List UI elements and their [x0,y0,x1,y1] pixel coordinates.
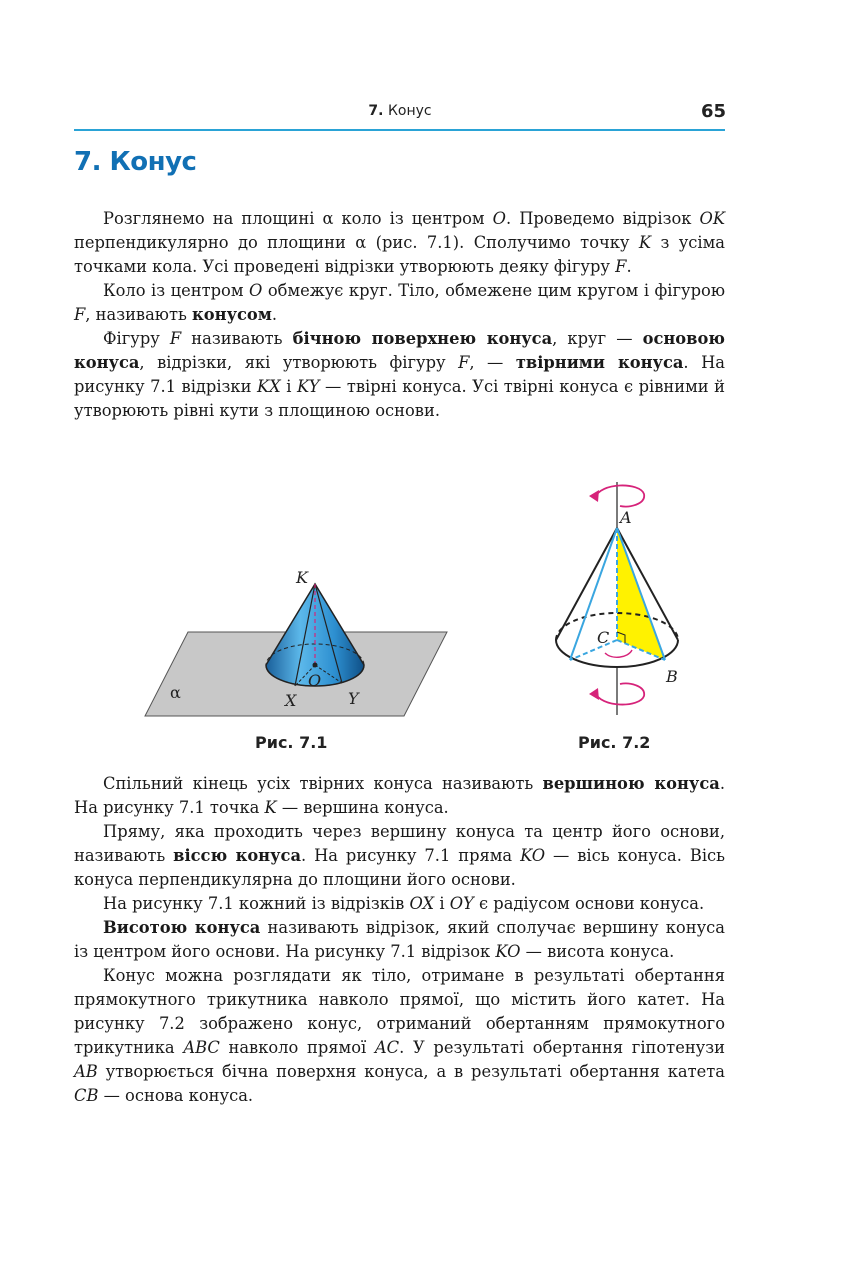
figure-7-1 [0,460,850,730]
page-number: 65 [700,101,726,122]
point-o [313,663,318,668]
body-text [74,772,725,1108]
rotation-arrow-top [595,485,644,506]
paragraph-3: Фігуру F називають бічною поверхнею конуса, круг — основою конуса, відрізки, які утворюють фігуру F, — твірними конуса. На рисунку 7.1 відрізки KX і KY — твірні конуса. Усі твірні конуса є рівними й утворюють рівні кути з площиною основи. [74,329,725,420]
label-o: O [308,671,322,690]
label-alpha: α [170,683,181,702]
rotation-arrow-bottom [595,684,644,705]
label-x: X [285,691,297,710]
paragraph-6: На рисунку 7.1 кожний із відрізків OX і OY є радіусом основи конуса. [103,894,705,913]
header-section-number: 7. [368,103,384,119]
paragraph-7: Висотою конуса називають відрізок, який сполучає вершину конуса із центром його основи. На рисунку 7.1 відрізок KO — висота конуса. [74,918,725,961]
label-b: B [666,667,678,686]
paragraph-4: Спільний кінець усіх твірних конуса називають вершиною конуса. На рисунку 7.1 точка K — вершина конуса. [74,774,725,817]
intro-text [74,207,725,423]
section-title: 7. Конус [74,147,197,177]
arrow-head-top [589,490,599,502]
caption-fig-7-2: Рис. 7.2 [578,733,651,752]
paragraph-2: Коло із центром O обмежує круг. Тіло, обмежене цим кругом і фігурою F, називають конусом. [74,281,725,324]
label-a: A [620,508,632,527]
label-y: Y [348,689,359,708]
paragraph-1: Розглянемо на площині α коло із центром O. Проведемо відрізок OK перпендикулярно до площини α (рис. 7.1). Сполучимо точку K з усіма точками кола. Усі проведені відрізки утворюють деяку фігуру F. [74,209,726,276]
header-divider [74,129,725,131]
paragraph-8: Конус можна розглядати як тіло, отримане в результаті обертання прямокутного трикутника навколо прямої, що містить його катет. На рисунку 7.2 зображено конус, отриманий обертанням прямокутного трикутника ABC навколо прямої AC. У результаті обертання гіпотенузи AB утворюється бічна поверхня конуса, а в результаті обертання катета CB — основа конуса. [74,966,725,1105]
label-k: K [296,568,308,587]
header-section-title: Конус [387,103,432,119]
running-header [0,103,800,119]
paragraph-5: Пряму, яка проходить через вершину конуса та центр його основи, називають віссю конуса. На рисунку 7.1 пряма KO — вісь конуса. Вісь конуса перпендикулярна до площини його основи. [74,822,726,889]
label-c: C [597,628,610,647]
caption-fig-7-1: Рис. 7.1 [255,733,328,752]
arrow-head-bottom [589,688,599,700]
